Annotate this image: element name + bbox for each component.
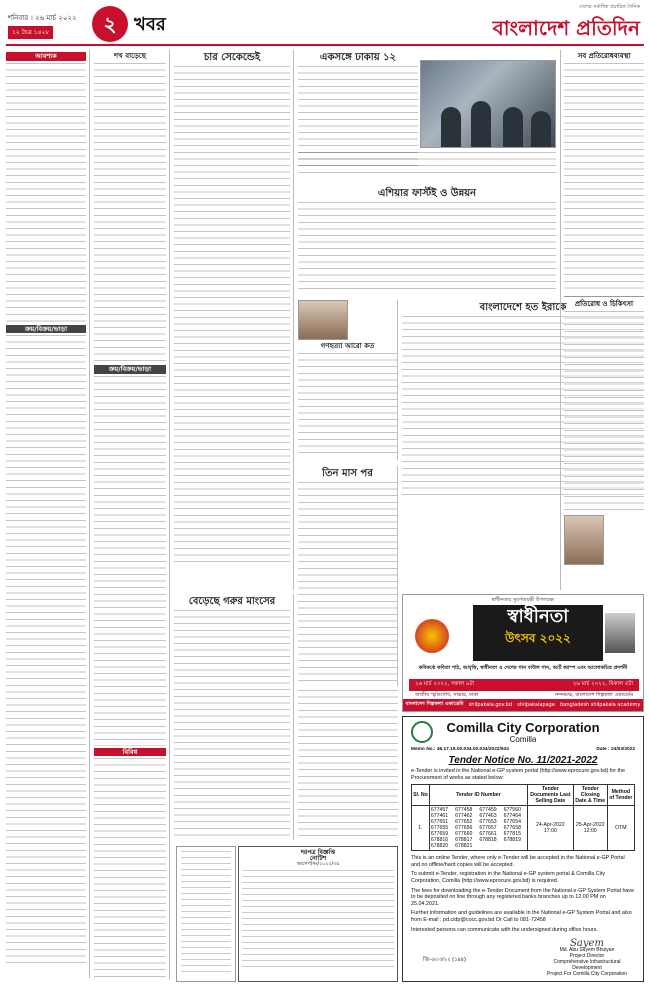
ad-title-main: স্বাধীনতা <box>507 606 569 627</box>
sign-name: Md. Abu Sayem Bhuiyan <box>559 947 615 953</box>
tender-id: 677660 <box>455 831 473 838</box>
tender-id: 677652 <box>455 819 473 826</box>
tender-id: 678816 <box>430 837 449 844</box>
article-beef-price <box>174 594 294 840</box>
tender-id: 677457 <box>430 807 449 814</box>
masthead <box>6 4 644 44</box>
ad-venue-1: জাতীয় স্মৃতিসৌধ, সাভার, ঢাকা <box>415 692 479 698</box>
tender-para-5: Interested persons can communicate with the undersigned during office hours. <box>411 926 598 933</box>
notice-body <box>242 870 394 970</box>
small-ad-box <box>176 846 236 982</box>
city-corporation-logo-icon <box>411 721 433 743</box>
tender-id: 677560 <box>503 807 521 814</box>
tender-id: 677659 <box>430 831 449 838</box>
portrait-photo <box>298 300 348 340</box>
tender-id: 678820 <box>430 843 449 850</box>
photo-caption <box>298 152 556 176</box>
tender-para-4: Further information and guidelines are available in the National e-GP System Portal and also from E-mail : pd.cidp@cocc.gov.bd Or Call to 081-72458 <box>411 910 632 923</box>
tender-id: 677651 <box>430 819 449 826</box>
tender-para-2: To submit e-Tender, registration in the National e-GP system portal & Comilla City Corporation, Comilla (http://www.eprocure.gov.bd) is required. <box>411 871 606 884</box>
article-three-months <box>298 466 398 686</box>
issue-date-bangla: ১২ চৈত্র ১৪২৮ <box>8 26 53 39</box>
photo-figure <box>531 111 551 147</box>
ad-text <box>181 851 231 977</box>
ad-date-1: ২৬ মার্চ ২০২২, সকাল ৯টা <box>415 681 475 687</box>
article-genocide <box>298 300 398 460</box>
signature: Sayem <box>570 938 604 949</box>
classified-text-block-2 <box>6 335 86 965</box>
classifieds-column-2 <box>94 50 170 980</box>
tender-para-1: This is an online Tender, where only e-Tender will be accepted in the National e-GP Portal and no offline/hard copies will be accepted. <box>411 855 625 868</box>
signature-block <box>539 938 635 977</box>
header-rule <box>6 44 644 46</box>
tender-id-list <box>431 807 526 849</box>
tender-id: 678818 <box>479 837 497 844</box>
th-sl: Sl. No <box>412 785 430 806</box>
tender-id: 677655 <box>430 825 449 832</box>
government-notice-ad <box>238 846 398 982</box>
article-asia-first <box>298 186 556 296</box>
section-heading-buy-sell-2: ক্রয়/বিক্রয়/ভাড়া <box>94 365 166 374</box>
ad-code: জি-৬০৩/২২ (১x৪) <box>423 957 466 963</box>
th-method: Method of Tender <box>607 785 634 806</box>
cell-selling: 24-Apr-2022 17:00 <box>527 806 573 851</box>
th-closing: Tender Closing Date & Time <box>575 786 606 805</box>
notice-subheading: নোটিশ <box>309 855 327 862</box>
classified-text-block <box>6 63 86 323</box>
notice-heading: দরপত্র বিজ্ঞপ্তি <box>300 849 336 856</box>
article-body <box>564 311 644 511</box>
independence-festival-ad <box>402 594 644 712</box>
ad-date-bar <box>409 679 639 691</box>
th-id: Tender ID Number <box>429 785 527 806</box>
newspaper-logo: বাংলাদেশ প্রতিদিন <box>492 16 640 40</box>
ad-org: বাংলাদেশ শিল্পকলা একাডেমি <box>405 701 464 707</box>
article-four-seconds <box>174 50 294 590</box>
logo-tagline: দেশের সর্বাধিক প্রচারিত দৈনিক <box>579 4 640 10</box>
section-title: খবর <box>134 14 166 35</box>
section-heading-wanted: আবশ্যক <box>6 52 86 61</box>
article-body <box>564 63 644 293</box>
th-selling: Tender Documents Last Selling Date <box>527 785 573 806</box>
photo-figure <box>471 101 491 147</box>
table-row <box>412 806 635 851</box>
tender-id: 677658 <box>503 825 521 832</box>
ad-yt: bangladesh shilpakala academy <box>560 702 641 708</box>
sign-role-3: Project For Comilla City Corporation <box>546 971 628 977</box>
classified-text-block-4 <box>94 758 166 978</box>
headline-genocide: গণহত্যা আরো কত <box>320 342 375 350</box>
section-heading-misc: বিবিধ <box>94 748 166 757</box>
headline-iraq: বাংলাদেশে হত ইরাকে <box>479 302 567 313</box>
tender-memo: Memo No.: 46.17.19.00.034.00.034/2022/934 <box>411 747 509 752</box>
cell-sl: 1. <box>412 806 430 851</box>
tender-id: 677461 <box>430 813 449 820</box>
ad-top-text: স্বাধীনতার সুবর্ণজয়ন্তী উপলক্ষ্যে <box>491 597 555 603</box>
article-body <box>298 66 418 166</box>
tender-id: 677654 <box>503 819 521 826</box>
headline-four-seconds: চার সেকেন্ডেই <box>203 52 261 63</box>
ad-subtitle: কবিকণ্ঠে কবিতা পাঠ, আবৃত্তি, স্বাধীনতা ও দেশের গান বাউল গান, আর্ট ক্যাম্প এবং আলোকচিত্র প্রদর্শনী <box>418 665 628 671</box>
notice-ref: আসেপ/সং/২০২২/৩৫ <box>296 862 340 867</box>
article-body <box>174 610 290 836</box>
sign-role-2: Comprehensive Infrastructural Development <box>553 959 621 971</box>
tender-para-3: The fees for downloading the e-Tender Document from the National e-GP System Portal have to be deposited on line through any registered banks branches up to 12.00 PM on 25.04.2021. <box>411 887 635 907</box>
tender-id: 677462 <box>455 813 473 820</box>
ad-fb: shilpakalapage <box>517 702 555 708</box>
headline-hobby: শখ বাড়েছে <box>114 52 146 60</box>
tender-id: 677656 <box>455 825 473 832</box>
divider <box>564 296 644 297</box>
photo-figure <box>503 107 523 147</box>
tender-id: 677458 <box>455 807 473 814</box>
tender-id: 678817 <box>455 837 473 844</box>
tender-intro: e-Tender is invited in the National e-GP system portal (http://www.eprocure.gov.bd) for the Procurement of works as stated below: <box>411 768 626 781</box>
tender-org-city: Comilla <box>509 735 537 744</box>
tender-notice-ad <box>402 716 644 982</box>
tender-id: 677459 <box>479 807 497 814</box>
page-number-badge: ২ <box>92 6 128 42</box>
tender-id: 677657 <box>479 825 497 832</box>
tender-id: 677464 <box>503 813 521 820</box>
tender-id: 678819 <box>503 837 521 844</box>
headline-asia-first: এশিয়ার ফার্স্টই ও উন্নয়ন <box>377 188 477 199</box>
article-body <box>298 690 398 836</box>
tender-memo-row <box>411 747 635 752</box>
ad-title-sub: উৎসব ২০২২ <box>505 631 571 645</box>
headline-all-resistance: সব প্রতিরোধব্যবস্থা <box>577 52 631 60</box>
article-body <box>174 66 290 566</box>
photo-figure <box>441 107 461 147</box>
cell-method: OTM <box>607 806 634 851</box>
tender-id: 677463 <box>479 813 497 820</box>
tender-id: 677661 <box>479 831 497 838</box>
tender-id: 677815 <box>503 831 521 838</box>
headline-beef-price: বেড়েছে গরুর মাংসের <box>188 596 276 607</box>
cell-closing: 25-Apr-2022 12:00 <box>573 806 607 851</box>
ad-web: shilpakala.gov.bd <box>468 702 513 708</box>
headline-prevention: প্রতিরোধ ও চিকিৎসা <box>574 300 634 308</box>
article-body <box>298 202 556 292</box>
ad-title <box>473 605 603 661</box>
article-dhaka-12-cont <box>298 152 556 182</box>
portrait-photo <box>564 515 604 565</box>
article-body <box>298 482 397 682</box>
tender-notice-number: Tender Notice No. 11/2021-2022 <box>448 755 598 766</box>
article-body <box>298 353 397 453</box>
tender-date: Date : 24/03/2022 <box>596 747 635 752</box>
sign-role: Project Director <box>569 953 605 959</box>
article-all-resistance <box>560 50 644 590</box>
emblem-icon <box>415 619 449 653</box>
tender-table <box>411 784 635 851</box>
article-beef-price-cont <box>298 690 398 840</box>
tender-id: 678821 <box>455 843 473 850</box>
article-text <box>94 63 166 363</box>
section-heading-buy-sell: ক্রয়/বিক্রয়/ভাড়া <box>6 325 86 334</box>
portrait-photo <box>605 613 635 653</box>
cell-ids <box>429 806 527 851</box>
classifieds-column-1 <box>6 50 90 978</box>
headline-three-months: তিন মাস পর <box>322 468 373 479</box>
ad-date-2: ২৬ মার্চ ২০২২, বিকাল ৫টা <box>572 681 633 687</box>
tender-table-header <box>412 785 635 806</box>
headline-dhaka-12: একসঙ্গে ঢাকায় ১২ <box>319 52 397 63</box>
ad-venue-2: নন্দনমঞ্চ, বাংলাদেশ শিল্পকলা একাডেমি <box>555 692 633 698</box>
tender-id: 677653 <box>479 819 497 826</box>
tender-org-title: Comilla City Corporation <box>446 720 600 735</box>
classified-text-block-3 <box>94 376 166 746</box>
news-photo-inauguration <box>420 60 556 148</box>
issue-date: শনিবার । ২৬ মার্চ ২০২২ <box>8 14 77 22</box>
ad-footer <box>403 699 643 711</box>
